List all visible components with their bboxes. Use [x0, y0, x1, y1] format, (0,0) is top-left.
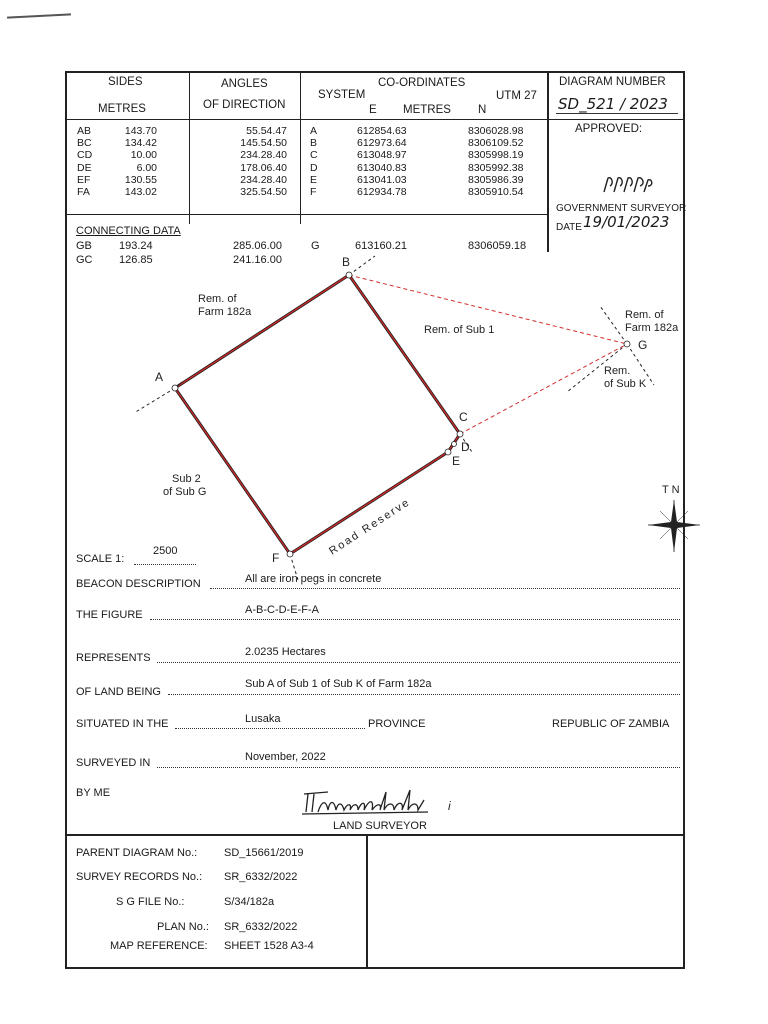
parent-diagram-value: SD_15661/2019 [224, 847, 304, 859]
directions-column: 55.54.47 145.54.50 234.28.40 178.06.40 234.28.40 325.54.50 [240, 125, 287, 199]
e-header: E [369, 104, 377, 116]
province-label: PROVINCE [368, 718, 426, 730]
survey-records-label: SURVEY RECORDS No.: [76, 871, 203, 883]
label-g: G [638, 338, 648, 352]
label-a: A [155, 370, 164, 384]
metres-header: METRES [98, 103, 146, 115]
figure-label: THE FIGURE [76, 609, 143, 621]
by-me-label: BY ME [76, 787, 111, 799]
map-reference-label: MAP REFERENCE: [110, 940, 208, 952]
label-d: D [461, 440, 470, 454]
sg-file-label: S G FILE No.: [116, 896, 185, 908]
sides-column: AB BC CD DE EF FA [77, 125, 93, 199]
surveyed-value: November, 2022 [245, 751, 326, 763]
represents-label: REPRESENTS [76, 652, 151, 664]
beacon-c [457, 431, 463, 437]
beacon-d [452, 442, 457, 447]
coordinates-header: CO-ORDINATES [378, 77, 466, 89]
situated-label: SITUATED IN THE [76, 718, 169, 730]
figure-value: A-B-C-D-E-F-A [245, 604, 319, 616]
surveyed-dots [157, 767, 680, 768]
connect-gc-length: 126.85 [119, 254, 153, 266]
n-header: N [478, 104, 487, 116]
beacon-dots [210, 588, 680, 589]
situated-value: Lusaka [245, 713, 281, 725]
connect-gb-length: 193.24 [119, 240, 153, 252]
system-header: SYSTEM [318, 89, 366, 101]
diagram-number-value: SD_521 / 2023 [558, 95, 668, 113]
rem-farm-g1: Rem. of [625, 309, 664, 321]
label-f: F [272, 551, 280, 565]
gov-surveyor-label: GOVERNMENT SURVEYOR [556, 203, 687, 214]
label-b: B [342, 255, 351, 269]
label-e: E [452, 454, 461, 468]
beacon-label: BEACON DESCRIPTION [76, 578, 201, 590]
beacon-e [445, 449, 451, 455]
connecting-line-gc [460, 344, 627, 434]
beacon-f [287, 551, 293, 557]
plan-value: SR_6332/2022 [224, 921, 298, 933]
republic-label: REPUBLIC OF ZAMBIA [552, 718, 670, 730]
land-label: OF LAND BEING [76, 686, 161, 698]
survey-records-value: SR_6332/2022 [224, 871, 298, 883]
rem-subk-1: Rem. [604, 365, 631, 377]
represents-value: 2.0235 Hectares [245, 646, 326, 658]
plan-label: PLAN No.: [157, 921, 209, 933]
direction-header: OF DIRECTION [203, 99, 286, 111]
angles-header: ANGLES [221, 78, 268, 90]
scale-label: SCALE 1: [76, 553, 125, 565]
situated-dots [175, 728, 365, 729]
road-reserve: Road Reserve [327, 496, 413, 558]
connect-gc-side: GC [76, 254, 93, 266]
svg-text:i: i [448, 799, 451, 813]
connect-gb-dir: 285.06.00 [233, 240, 282, 252]
points-column: A B C D E F [310, 125, 318, 199]
land-surveyor-label: LAND SURVEYOR [333, 820, 427, 832]
sides-header: SIDES [108, 76, 143, 88]
rem-farm-1: Rem. of [198, 293, 237, 305]
parent-diagram-label: PARENT DIAGRAM No.: [76, 847, 198, 859]
represents-dots [157, 662, 680, 663]
scale-value: 2500 [153, 545, 178, 557]
sub2-2: of Sub G [163, 486, 207, 498]
rem-subk-2: of Sub K [604, 378, 647, 390]
rem-sub1: Rem. of Sub 1 [424, 324, 495, 336]
connect-gc-dir: 241.16.00 [233, 254, 282, 266]
figure-dots [150, 619, 680, 620]
eastings-column: 612854.63 612973.64 613048.97 613040.83 613041.03 612934.78 [357, 125, 407, 199]
label-c: C [459, 410, 468, 424]
true-north-label: T N [662, 484, 680, 496]
approved-label: APPROVED: [575, 123, 643, 135]
extension-b [349, 256, 375, 275]
rem-farm-2: Farm 182a [198, 306, 252, 318]
connect-g-northing: 8306059.18 [468, 240, 527, 252]
beacon-b [346, 272, 352, 278]
surveyor-signature [298, 786, 468, 820]
diagram-number-label: DIAGRAM NUMBER [559, 76, 666, 88]
metres-coord-header: METRES [403, 104, 451, 116]
beacon-g [624, 341, 630, 347]
date-label: DATE [556, 222, 582, 233]
lengths-column: 143.70 134.42 10.00 6.00 130.55 143.02 [124, 125, 157, 199]
northings-column: 8306028.98 8306109.52 8305998.19 8305992.38 8305986.39 8305910.54 [468, 125, 524, 199]
extension-a [134, 388, 175, 413]
sub2-1: Sub 2 [172, 473, 201, 485]
sg-file-value: S/34/182a [224, 896, 275, 908]
surveyed-label: SURVEYED IN [76, 757, 151, 769]
utm-header: UTM 27 [496, 90, 537, 102]
land-dots [168, 694, 680, 695]
north-arrow-icon [648, 500, 700, 552]
connect-gb-side: GB [76, 240, 92, 252]
date-value: 19/01/2023 [583, 213, 670, 231]
connect-g-point: G [311, 240, 320, 252]
rem-farm-g2: Farm 182a [625, 322, 679, 334]
connect-g-easting: 613160.21 [355, 240, 407, 252]
land-value: Sub A of Sub 1 of Sub K of Farm 182a [245, 678, 432, 690]
connecting-data-label: CONNECTING DATA [76, 225, 181, 237]
beacon-value: All are iron pegs in concrete [245, 573, 382, 585]
scale-dots [134, 564, 196, 565]
beacon-a [172, 385, 178, 391]
map-reference-value: SHEET 1528 A3-4 [224, 940, 314, 952]
